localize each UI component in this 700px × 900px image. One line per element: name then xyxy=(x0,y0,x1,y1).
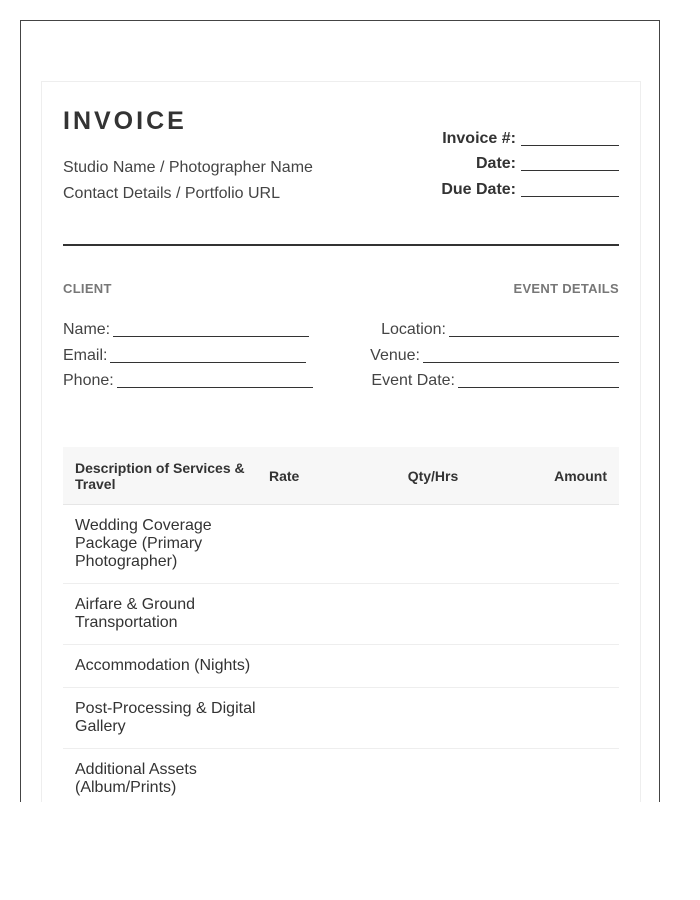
client-phone-label: Phone: xyxy=(63,372,114,389)
date-label: Date: xyxy=(475,155,516,172)
table-row xyxy=(63,688,619,749)
services-table xyxy=(63,447,619,802)
event-date-blank[interactable] xyxy=(458,371,619,388)
client-name-blank[interactable] xyxy=(113,320,309,337)
due-date-field[interactable] xyxy=(359,173,619,199)
document-frame xyxy=(20,20,660,802)
row-description: Accommodation (Nights) xyxy=(75,657,251,674)
client-name-field[interactable] xyxy=(63,319,309,339)
invoice-number-field[interactable] xyxy=(359,122,619,148)
event-venue-label: Venue: xyxy=(370,347,420,364)
table-row xyxy=(63,645,619,688)
client-email-blank[interactable] xyxy=(110,346,306,363)
table-header xyxy=(63,447,619,505)
row-description: Wedding Coverage Package (Primary Photographer) xyxy=(75,517,212,570)
date-blank[interactable] xyxy=(521,154,619,171)
header-description: Description of Services & Travel xyxy=(75,459,245,492)
studio-name: Studio Name / Photographer Name xyxy=(63,159,313,176)
event-date-label: Event Date: xyxy=(371,372,455,389)
client-email-label: Email: xyxy=(63,347,108,364)
event-date-field[interactable] xyxy=(371,370,619,390)
table-row xyxy=(63,749,619,802)
date-field[interactable] xyxy=(359,148,619,174)
event-location-blank[interactable] xyxy=(449,320,619,337)
invoice-meta xyxy=(359,122,619,199)
table-row xyxy=(63,505,619,584)
client-heading: CLIENT xyxy=(63,281,112,296)
invoice-page xyxy=(41,81,641,802)
event-location-label: Location: xyxy=(381,321,446,338)
header-divider xyxy=(63,244,619,246)
event-venue-blank[interactable] xyxy=(423,346,619,363)
invoice-number-label: Invoice #: xyxy=(442,129,516,147)
client-phone-blank[interactable] xyxy=(117,371,313,388)
client-name-label: Name: xyxy=(63,321,111,338)
header-qty: Qty/Hrs xyxy=(407,467,459,484)
contact-details: Contact Details / Portfolio URL xyxy=(63,185,280,202)
row-description: Additional Assets (Album/Prints) xyxy=(75,761,197,796)
invoice-number-blank[interactable] xyxy=(521,129,619,146)
row-description: Post-Processing & Digital Gallery xyxy=(75,700,256,735)
invoice-title: INVOICE xyxy=(63,107,187,135)
row-description: Airfare & Ground Transportation xyxy=(75,596,196,631)
event-details-heading: EVENT DETAILS xyxy=(513,281,619,296)
event-location-field[interactable] xyxy=(381,319,619,339)
header-amount: Amount xyxy=(554,467,607,484)
due-date-label: Due Date: xyxy=(441,180,516,198)
header-rate: Rate xyxy=(269,467,300,484)
client-phone-field[interactable] xyxy=(63,370,313,390)
event-venue-field[interactable] xyxy=(370,345,619,365)
table-row xyxy=(63,584,619,645)
client-email-field[interactable] xyxy=(63,345,306,365)
due-date-blank[interactable] xyxy=(521,180,619,197)
